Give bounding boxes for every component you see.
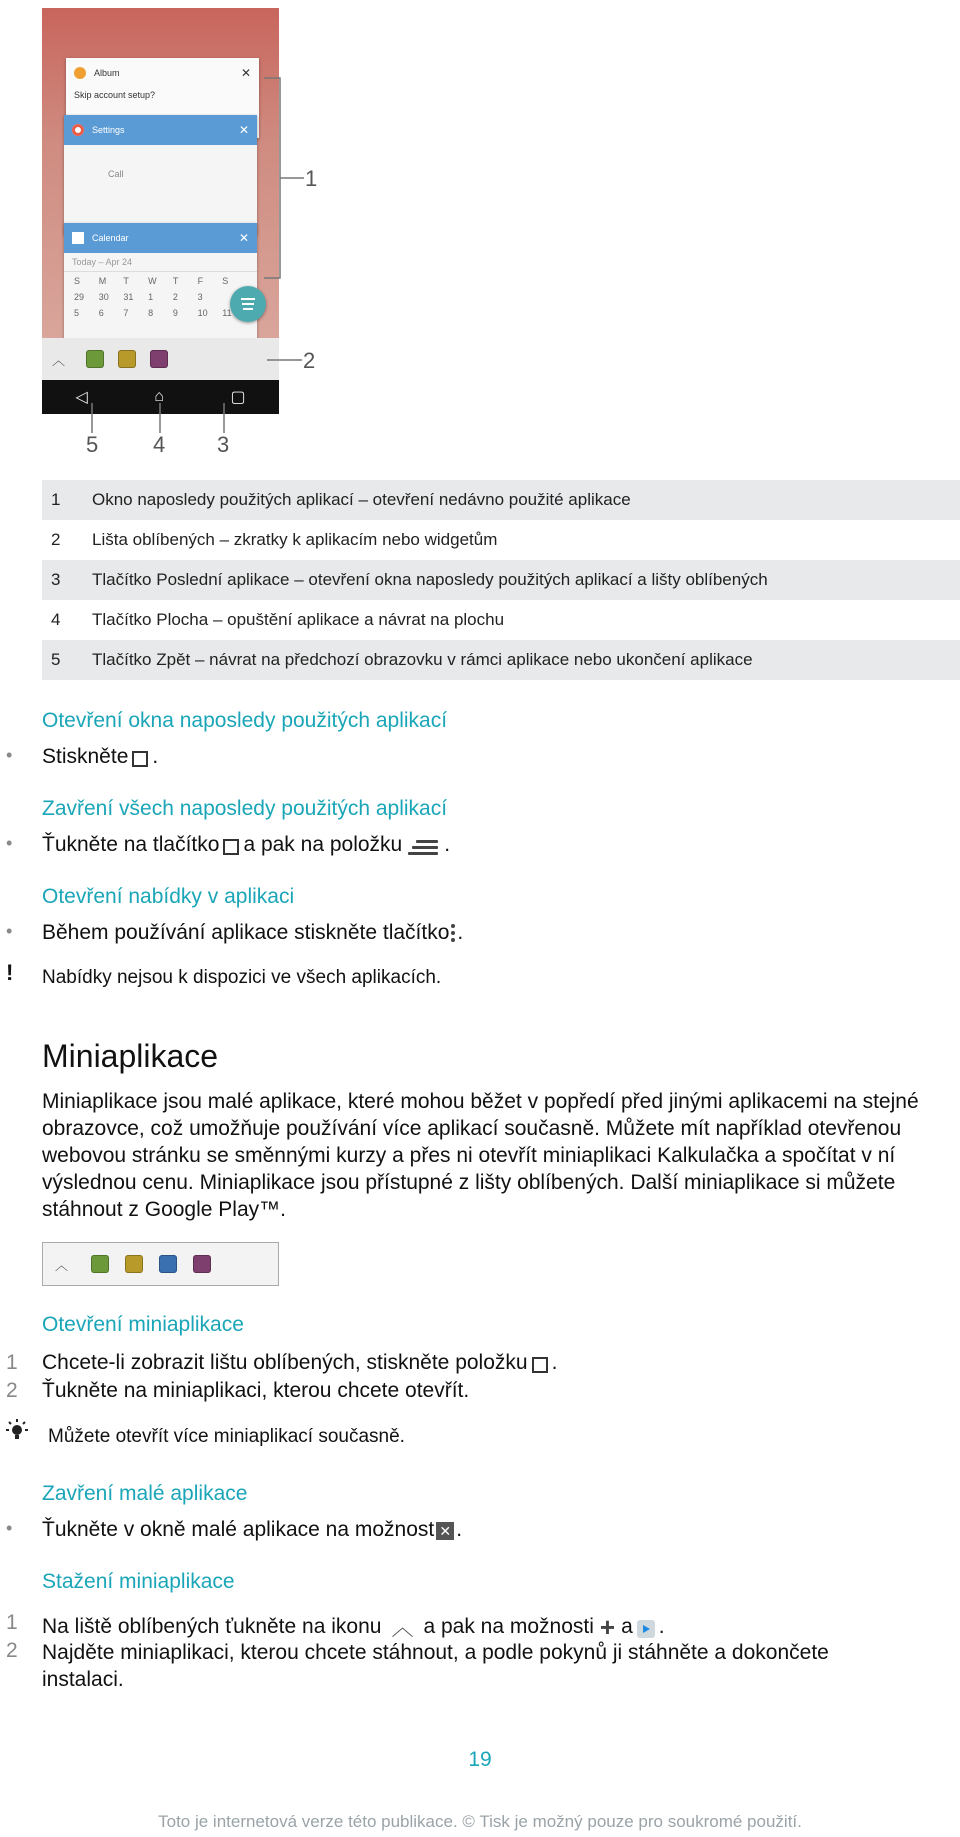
chevron-up-icon: ︿	[391, 1615, 414, 1640]
mini-app-icon	[193, 1255, 211, 1273]
step-close-miniapp: Ťukněte v okně malé aplikace na možnost ✕ .	[42, 1518, 463, 1541]
calendar-cell: 30	[98, 292, 109, 302]
section-title: Miniaplikace	[42, 1038, 219, 1074]
chevron-up-icon: ︿	[52, 352, 66, 368]
heading-download-miniapp: Stažení miniaplikace	[42, 1570, 235, 1593]
calendar-cell: T	[172, 276, 179, 286]
calendar-cell: 7	[123, 308, 129, 318]
legend-row: 4 Tlačítko Plocha – opuštění aplikace a návrat na plochu	[51, 610, 505, 629]
tip-note: Můžete otevřít více miniaplikací současně.	[48, 1426, 405, 1447]
calendar-cell: 11	[222, 308, 232, 318]
step-number: 1	[6, 1611, 18, 1634]
step-open-miniapp-1: Chcete-li zobrazit lištu oblíbených, stiskněte položku .	[42, 1351, 558, 1374]
heading-close-miniapp: Zavření malé aplikace	[42, 1482, 248, 1505]
close-icon: ✕	[238, 231, 249, 245]
step-download-2: Najděte miniaplikaci, kterou chcete stáhnout, a podle pokynů ji stáhněte a dokončete instalaci.	[42, 1641, 829, 1691]
recent-apps-illustration	[42, 8, 279, 414]
favorites-bar-image	[42, 1242, 279, 1286]
legend-row: 3 Tlačítko Poslední aplikace – otevření okna naposledy použitých aplikací a lišty oblíbených	[42, 560, 960, 600]
callout-3: 3	[217, 432, 230, 457]
step-open-menu: Během používání aplikace stiskněte tlačítko .	[42, 921, 464, 944]
bullet-dot: •	[6, 833, 13, 853]
step-number: 2	[6, 1379, 18, 1402]
calendar-date: Today – Apr 24	[64, 253, 257, 272]
footer-note: Toto je internetová verze této publikace. © Tisk je možný pouze pro soukromé použití.	[158, 1812, 802, 1831]
legend-row: 5 Tlačítko Zpět – návrat na předchozí obrazovku v rámci aplikace nebo ukončení aplikace	[42, 640, 960, 680]
calendar-card: Calendar ✕ Today – Apr 24 S M T W T F S 29 30 31 1 2 3 5 6 7 8 9 10 11	[64, 223, 257, 343]
heading-open-menu: Otevření nabídky v aplikaci	[42, 885, 295, 908]
calendar-cell: 6	[98, 308, 104, 318]
legend-table	[42, 480, 960, 680]
callout-lines	[42, 8, 322, 458]
calendar-cell: 1	[148, 292, 154, 302]
lightbulb-icon	[4, 1418, 30, 1444]
heading-open-recent: Otevření okna naposledy použitých aplikací	[42, 709, 448, 732]
step-close-all: Ťukněte na tlačítko a pak na položku .	[42, 833, 451, 856]
clear-all-icon	[408, 840, 438, 855]
calendar-cell: T	[123, 276, 129, 286]
callout-5: 5	[86, 432, 99, 457]
call-item: Call	[108, 169, 124, 179]
callout-1: 1	[305, 166, 318, 191]
warning-icon: !	[6, 960, 14, 985]
heading-open-miniapp: Otevření miniaplikace	[42, 1313, 244, 1336]
step-number: 2	[6, 1639, 18, 1662]
calendar-cell: S	[222, 276, 229, 286]
step-number: 1	[6, 1351, 18, 1374]
store-icon	[637, 1620, 655, 1638]
step-open-recent: Stiskněte .	[42, 745, 159, 768]
chevron-up-icon: ︿	[55, 1257, 69, 1273]
calendar-cell: 8	[148, 308, 154, 318]
calendar-cell: W	[148, 276, 157, 286]
plus-icon: +	[599, 1611, 616, 1642]
calendar-cell: 29	[74, 292, 85, 302]
page-number: 19	[468, 1748, 492, 1771]
calendar-cell: S	[74, 276, 81, 286]
album-prompt: Skip account setup?	[74, 90, 156, 100]
recent-apps-icon	[223, 839, 239, 855]
calendar-cell: 5	[74, 308, 80, 318]
miniapps-paragraph: Miniaplikace jsou malé aplikace, které mohou běžet v popředí před jinými aplikacemi na stejné obrazovce, což umožňuje používání více aplikací současně. Můžete mít například otevřenou webovou stránku se směnnými kurzy a přes ni otevřít miniaplikaci Kalkulačka a spočítat v ní výslednou cenu. Miniaplikace jsou přístupné z lišty oblíbených. Další miniaplikace si můžete stáhnout z Google Play™.	[42, 1090, 919, 1221]
close-box-icon: ✕	[436, 1522, 454, 1540]
legend-row: 2 Lišta oblíbených – zkratky k aplikacím nebo widgetům	[51, 530, 498, 549]
menu-note: Nabídky nejsou k dispozici ve všech aplikacích.	[42, 967, 442, 988]
mini-app-icon	[159, 1255, 177, 1273]
settings-card: Settings ✕ Call	[64, 115, 257, 235]
legend-row: 1 Okno naposledy použitých aplikací – otevření nedávno použité aplikace	[42, 480, 960, 520]
bullet-dot: •	[6, 1518, 13, 1538]
recent-apps-icon	[532, 1357, 548, 1373]
recent-apps-icon	[132, 751, 148, 767]
calendar-cell: 9	[172, 308, 178, 318]
home-icon: ⌂	[154, 388, 164, 405]
calendar-cell: F	[197, 276, 204, 286]
callout-4: 4	[153, 432, 166, 457]
recent-apps-icon: ▢	[230, 389, 246, 406]
back-icon: ◁	[75, 389, 88, 406]
step-download-1: Na liště oblíbených ťukněte na ikonu ︿ a pak na možnosti + a .	[42, 1611, 665, 1642]
close-icon: ✕	[238, 123, 249, 137]
heading-close-all: Zavření všech naposledy použitých aplikací	[42, 797, 448, 820]
calendar-cell: M	[98, 276, 107, 286]
bullet-dot: •	[6, 745, 13, 765]
close-icon: ✕	[240, 66, 251, 80]
calendar-cell: 31	[123, 292, 134, 302]
album-card: Album ✕ Skip account setup?	[66, 58, 259, 138]
mini-app-icon	[125, 1255, 143, 1273]
callout-2: 2	[303, 348, 316, 373]
calendar-cell: 10	[197, 308, 208, 318]
calendar-cell: 3	[197, 292, 203, 302]
mini-app-icon	[91, 1255, 109, 1273]
bullet-dot: •	[6, 921, 13, 941]
more-vert-icon	[451, 924, 455, 942]
step-open-miniapp-2: Ťukněte na miniaplikaci, kterou chcete otevřít.	[42, 1379, 470, 1402]
calendar-cell: 2	[172, 292, 178, 302]
